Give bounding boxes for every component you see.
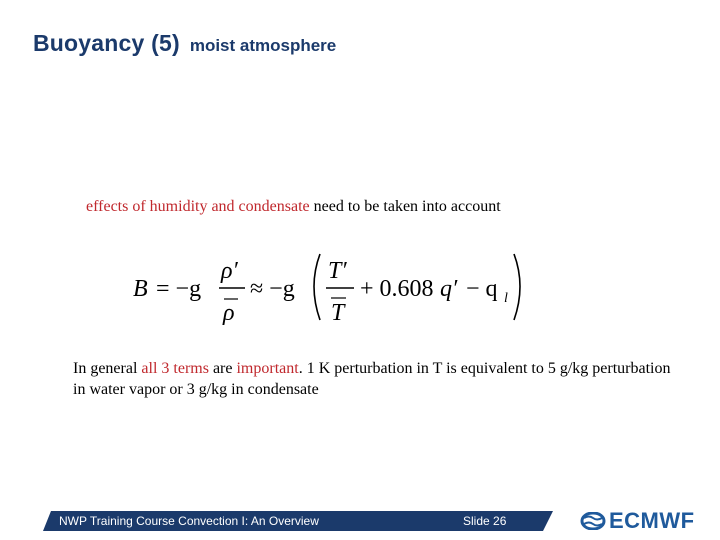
humidity-statement: [86, 198, 501, 216]
perturbation-paragraph: [73, 358, 673, 400]
formula-b: B: [133, 276, 148, 302]
para-text-1: In general: [73, 360, 142, 377]
slide-title-main: Buoyancy (5): [33, 30, 180, 56]
slide-title-sub: moist atmosphere: [189, 36, 337, 55]
buoyancy-formula-svg: [128, 248, 548, 328]
para-highlight-important: important: [236, 360, 299, 377]
left-paren: [314, 254, 320, 320]
buoyancy-formula: [128, 248, 548, 333]
humidity-highlight: effects of humidity and condensate: [86, 198, 310, 215]
formula-t-prime: T′: [328, 258, 347, 284]
footer-course-title: NWP Training Course Convection I: An Overview: [59, 514, 319, 528]
para-text-3: are: [208, 360, 237, 377]
formula-rho-prime: ρ′: [221, 258, 238, 284]
formula-rho-bar: ρ: [223, 300, 235, 326]
formula-plus: + 0.608: [360, 276, 434, 302]
humidity-rest: need to be taken into account: [309, 198, 501, 215]
formula-approx: ≈ −g: [250, 276, 295, 302]
formula-q-prime: q′: [440, 276, 458, 302]
formula-minus: − q: [466, 276, 498, 302]
formula-t-bar: T: [331, 300, 345, 326]
formula-eq: = −g: [156, 276, 202, 302]
right-paren: [514, 254, 520, 320]
ecmwf-logo-icon: [580, 512, 606, 530]
para-text-5: . 1 K perturbation in T is equivalent to 5 g/kg perturbation in water vapor or 3 g/kg in condensate: [73, 360, 671, 398]
slide-title: [33, 30, 336, 57]
para-highlight-terms: all 3 terms: [141, 360, 209, 377]
ecmwf-logo: [580, 508, 695, 534]
slide-number: Slide 26: [463, 514, 507, 528]
ecmwf-logo-text: ECMWF: [609, 508, 695, 533]
formula-subscript-l: l: [504, 291, 508, 306]
